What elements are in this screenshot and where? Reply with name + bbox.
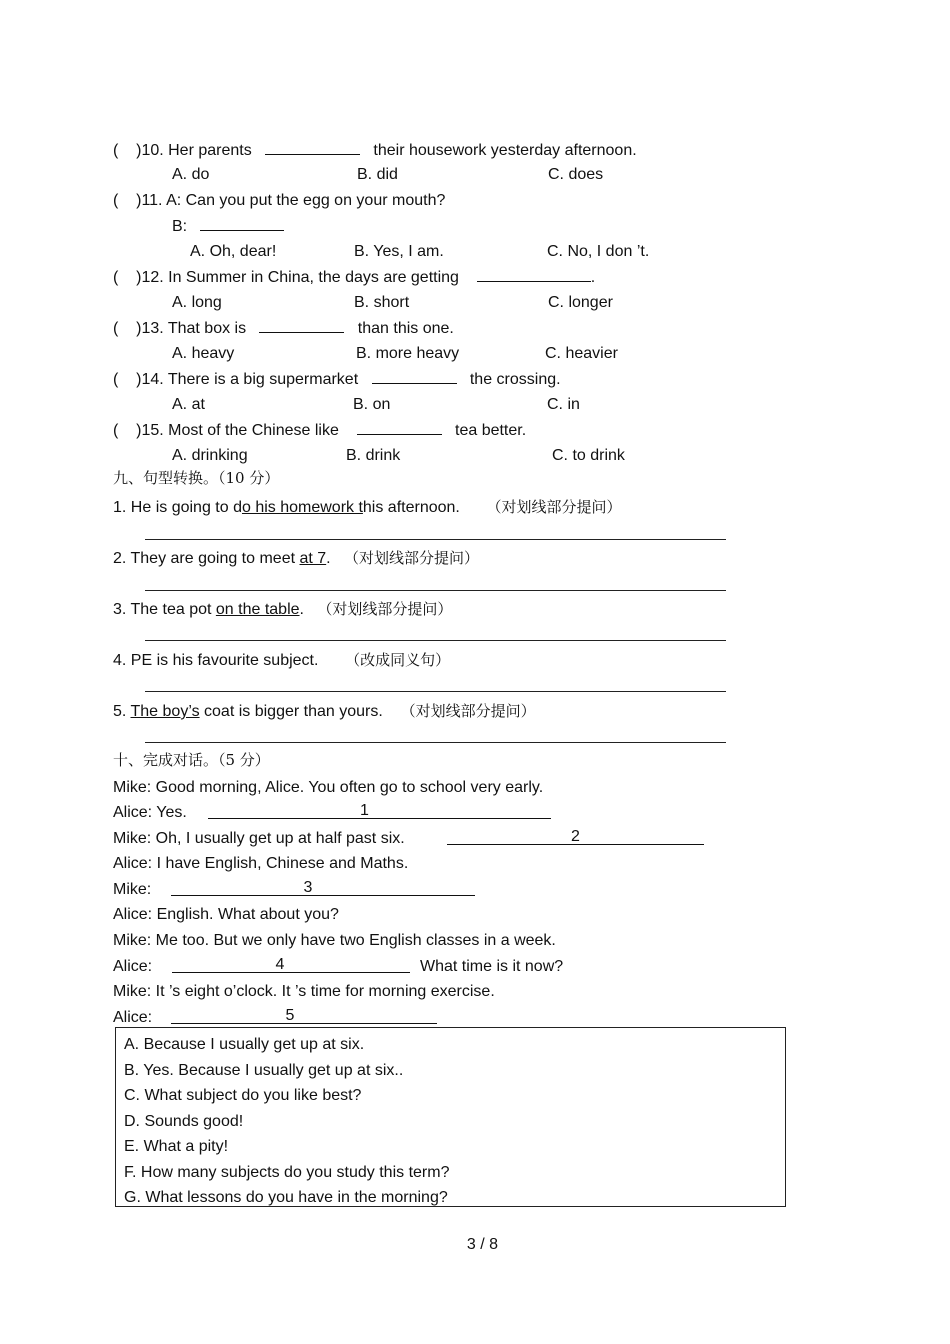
dialog-blank-1[interactable] [208, 801, 551, 819]
blank-number: 5 [285, 1007, 295, 1024]
question-10: ( )10. Her parents their housework yesterday afternoon. [113, 142, 637, 159]
option-a: A. long [172, 294, 222, 311]
option-b: B. did [357, 166, 398, 183]
option-c: C. does [548, 166, 604, 183]
underlined-part: The boy’s [130, 703, 200, 720]
blank-number: 4 [275, 956, 285, 973]
question-text: Her parents [168, 142, 252, 159]
question-text: than this one. [357, 320, 454, 337]
question-text: There is a big supermarket [167, 371, 359, 388]
instruction-note: （对划线部分提问） [486, 498, 622, 516]
dialog-line: Mike: [113, 881, 152, 898]
speaker-b-line [172, 216, 284, 237]
question-number: 13 [141, 320, 160, 337]
dialog-blank-2[interactable] [447, 827, 704, 845]
option-b: B. more heavy [356, 345, 460, 362]
question-text: tea better. [455, 422, 527, 439]
transform-item-5 [113, 701, 536, 722]
answer-blank[interactable] [265, 140, 360, 155]
instruction-note: （改成同义句） [345, 651, 451, 669]
answer-blank[interactable] [372, 369, 457, 384]
dialog-option-d: D. Sounds good! [124, 1113, 244, 1130]
blank-number: 2 [571, 828, 580, 845]
section-10-heading: 十、完成对话。（5 分） [113, 751, 270, 769]
option-c: C. in [547, 396, 580, 413]
dialog-option-e: E. What a pity! [124, 1138, 229, 1155]
item-text: . [299, 601, 304, 618]
dialog-line: Mike: Oh, I usually get up at half past six. [113, 830, 405, 847]
option-a: A. Oh, dear! [190, 243, 277, 260]
dialog-line: Alice: Yes. [113, 804, 187, 821]
item-text: 1. He is going to d [113, 499, 242, 516]
item-text: . [326, 550, 331, 567]
option-c: C. longer [548, 294, 613, 311]
blank-number: 3 [303, 879, 313, 896]
blank-number: 1 [360, 802, 369, 819]
question-13: ( )13. That box is than this one. [113, 320, 454, 337]
question-number: 11 [141, 192, 159, 209]
question-15: ( )15. Most of the Chinese like tea better. [113, 422, 527, 439]
question-text: In Summer in China, the days are getting [168, 269, 459, 286]
underlined-part: o his homework t [241, 499, 363, 516]
dialog-option-b: B. Yes. Because I usually get up at six.. [124, 1062, 404, 1079]
dialog-option-f: F. How many subjects do you study this term? [124, 1164, 450, 1181]
transform-item-3 [113, 599, 452, 620]
answer-line[interactable] [145, 539, 726, 540]
dialog-line-tail: What time is it now? [420, 958, 564, 975]
question-text: A: Can you put the egg on your mouth? [166, 192, 446, 209]
dialog-line: Mike: It ’s eight o’clock. It ’s time for morning exercise. [113, 983, 495, 1000]
instruction-note: （对划线部分提问） [317, 600, 453, 618]
question-number: 14 [141, 371, 160, 388]
question-14: ( )14. There is a big supermarket the crossing. [113, 371, 561, 388]
dialog-line: Mike: Good morning, Alice. You often go to school very early. [113, 779, 544, 796]
answer-blank[interactable] [357, 420, 442, 435]
transform-item-2 [113, 548, 479, 569]
question-number: 12 [141, 269, 160, 286]
option-b: B. Yes, I am. [354, 243, 444, 260]
question-text: the crossing. [469, 371, 561, 388]
answer-line[interactable] [145, 590, 726, 591]
item-text: 5. [113, 703, 131, 720]
item-text: 4. PE is his favourite subject. [113, 652, 319, 669]
answer-line[interactable] [145, 640, 726, 641]
option-b: B. on [353, 396, 391, 413]
underlined-part: at 7 [299, 550, 327, 567]
option-b: B. drink [346, 447, 401, 464]
page-number: 3 / 8 [466, 1236, 499, 1253]
answer-blank[interactable] [259, 318, 344, 333]
transform-item-1 [113, 497, 622, 518]
answer-line[interactable] [145, 742, 726, 743]
instruction-note: （对划线部分提问） [343, 549, 479, 567]
speaker-label: B: [172, 218, 188, 235]
dialog-blank-4[interactable] [172, 955, 410, 973]
question-text: . [590, 269, 596, 286]
section-9-heading: 九、句型转换。（10 分） [113, 469, 280, 487]
question-text: their housework yesterday afternoon. [373, 142, 637, 159]
item-text: his afternoon. [362, 499, 460, 516]
underlined-part: on the table [215, 601, 300, 618]
dialog-options-box [115, 1027, 786, 1207]
dialog-line: Alice: I have English, Chinese and Maths. [113, 855, 409, 872]
dialog-blank-3[interactable] [171, 878, 475, 896]
dialog-option-a: A. Because I usually get up at six. [124, 1036, 365, 1053]
question-text: That box is [167, 320, 247, 337]
question-12: ( )12. In Summer in China, the days are getting . [113, 269, 596, 286]
answer-line[interactable] [145, 691, 726, 692]
option-b: B. short [354, 294, 410, 311]
option-c: C. to drink [552, 447, 625, 464]
question-number: 15 [141, 422, 160, 439]
item-text: coat is bigger than yours. [199, 703, 383, 720]
answer-blank[interactable] [477, 267, 591, 282]
dialog-option-g: G. What lessons do you have in the morning? [124, 1189, 448, 1206]
option-a: A. heavy [172, 345, 235, 362]
dialog-line: Mike: Me too. But we only have two English classes in a week. [113, 932, 556, 949]
answer-blank[interactable] [200, 216, 284, 231]
question-11: ( )11. A: Can you put the egg on your mouth? [113, 192, 446, 209]
question-text: Most of the Chinese like [168, 422, 339, 439]
option-a: A. at [172, 396, 205, 413]
option-c: C. heavier [545, 345, 618, 362]
dialog-blank-5[interactable] [171, 1006, 437, 1024]
dialog-line: Alice: [113, 1009, 153, 1026]
transform-item-4 [113, 650, 450, 671]
dialog-line: Alice: English. What about you? [113, 906, 339, 923]
option-a: A. do [172, 166, 210, 183]
question-number: 10 [141, 142, 160, 159]
dialog-line: Alice: [113, 958, 153, 975]
dialog-option-c: C. What subject do you like best? [124, 1087, 362, 1104]
item-text: 3. The tea pot [113, 601, 216, 618]
item-text: 2. They are going to meet [113, 550, 300, 567]
option-a: A. drinking [172, 447, 248, 464]
option-c: C. No, I don ’t. [547, 243, 650, 260]
instruction-note: （对划线部分提问） [400, 702, 536, 720]
